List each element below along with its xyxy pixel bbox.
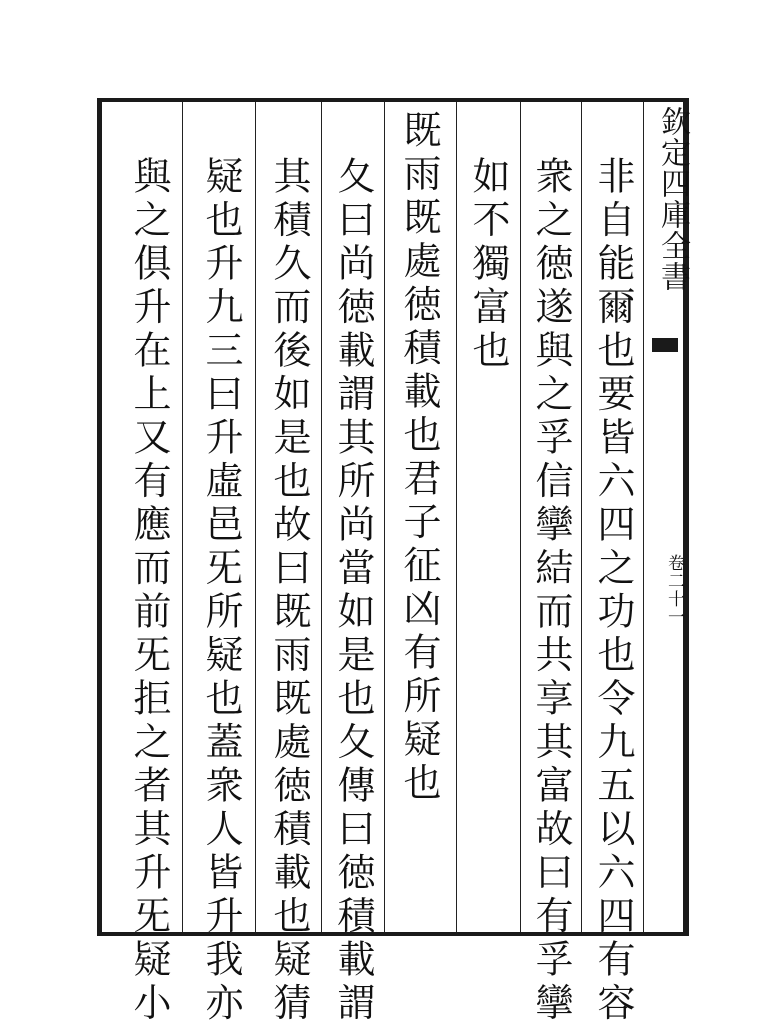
text-column-8: 與之俱升在上又有應而前旡拒之者其升旡疑小 bbox=[127, 156, 171, 1026]
column-rule bbox=[581, 102, 582, 932]
text-column-2: 衆之徳遂與之孚信攣結而共享其富故曰有孚攣 bbox=[529, 156, 573, 1026]
column-rule bbox=[643, 102, 644, 932]
text-column-4: 既雨既處徳積載也君子征凶有所疑也 bbox=[397, 110, 441, 806]
text-column-7: 疑也升九三曰升虛邑旡所疑也蓋衆人皆升我亦 bbox=[199, 156, 243, 1026]
column-rule bbox=[182, 102, 183, 932]
text-column-5: 夂曰尚徳載謂其所尚當如是也夂傳曰徳積載謂 bbox=[331, 156, 375, 1026]
column-rule bbox=[456, 102, 457, 932]
text-column-3: 如不獨富也 bbox=[466, 156, 510, 374]
column-rule bbox=[520, 102, 521, 932]
fish-tail-mark bbox=[652, 338, 678, 352]
book-title: 欽定四庫全書 bbox=[655, 106, 690, 292]
column-rule bbox=[321, 102, 322, 932]
chapter-label: 卷二十一 bbox=[664, 554, 684, 626]
column-rule bbox=[255, 102, 256, 932]
text-column-6: 其積久而後如是也故曰既雨既處徳積載也疑猜 bbox=[267, 156, 311, 1026]
page-frame bbox=[97, 98, 690, 1026]
column-rule bbox=[384, 102, 385, 932]
text-column-1: 非自能爾也要皆六四之功也令九五以六四有容 bbox=[591, 156, 635, 1026]
